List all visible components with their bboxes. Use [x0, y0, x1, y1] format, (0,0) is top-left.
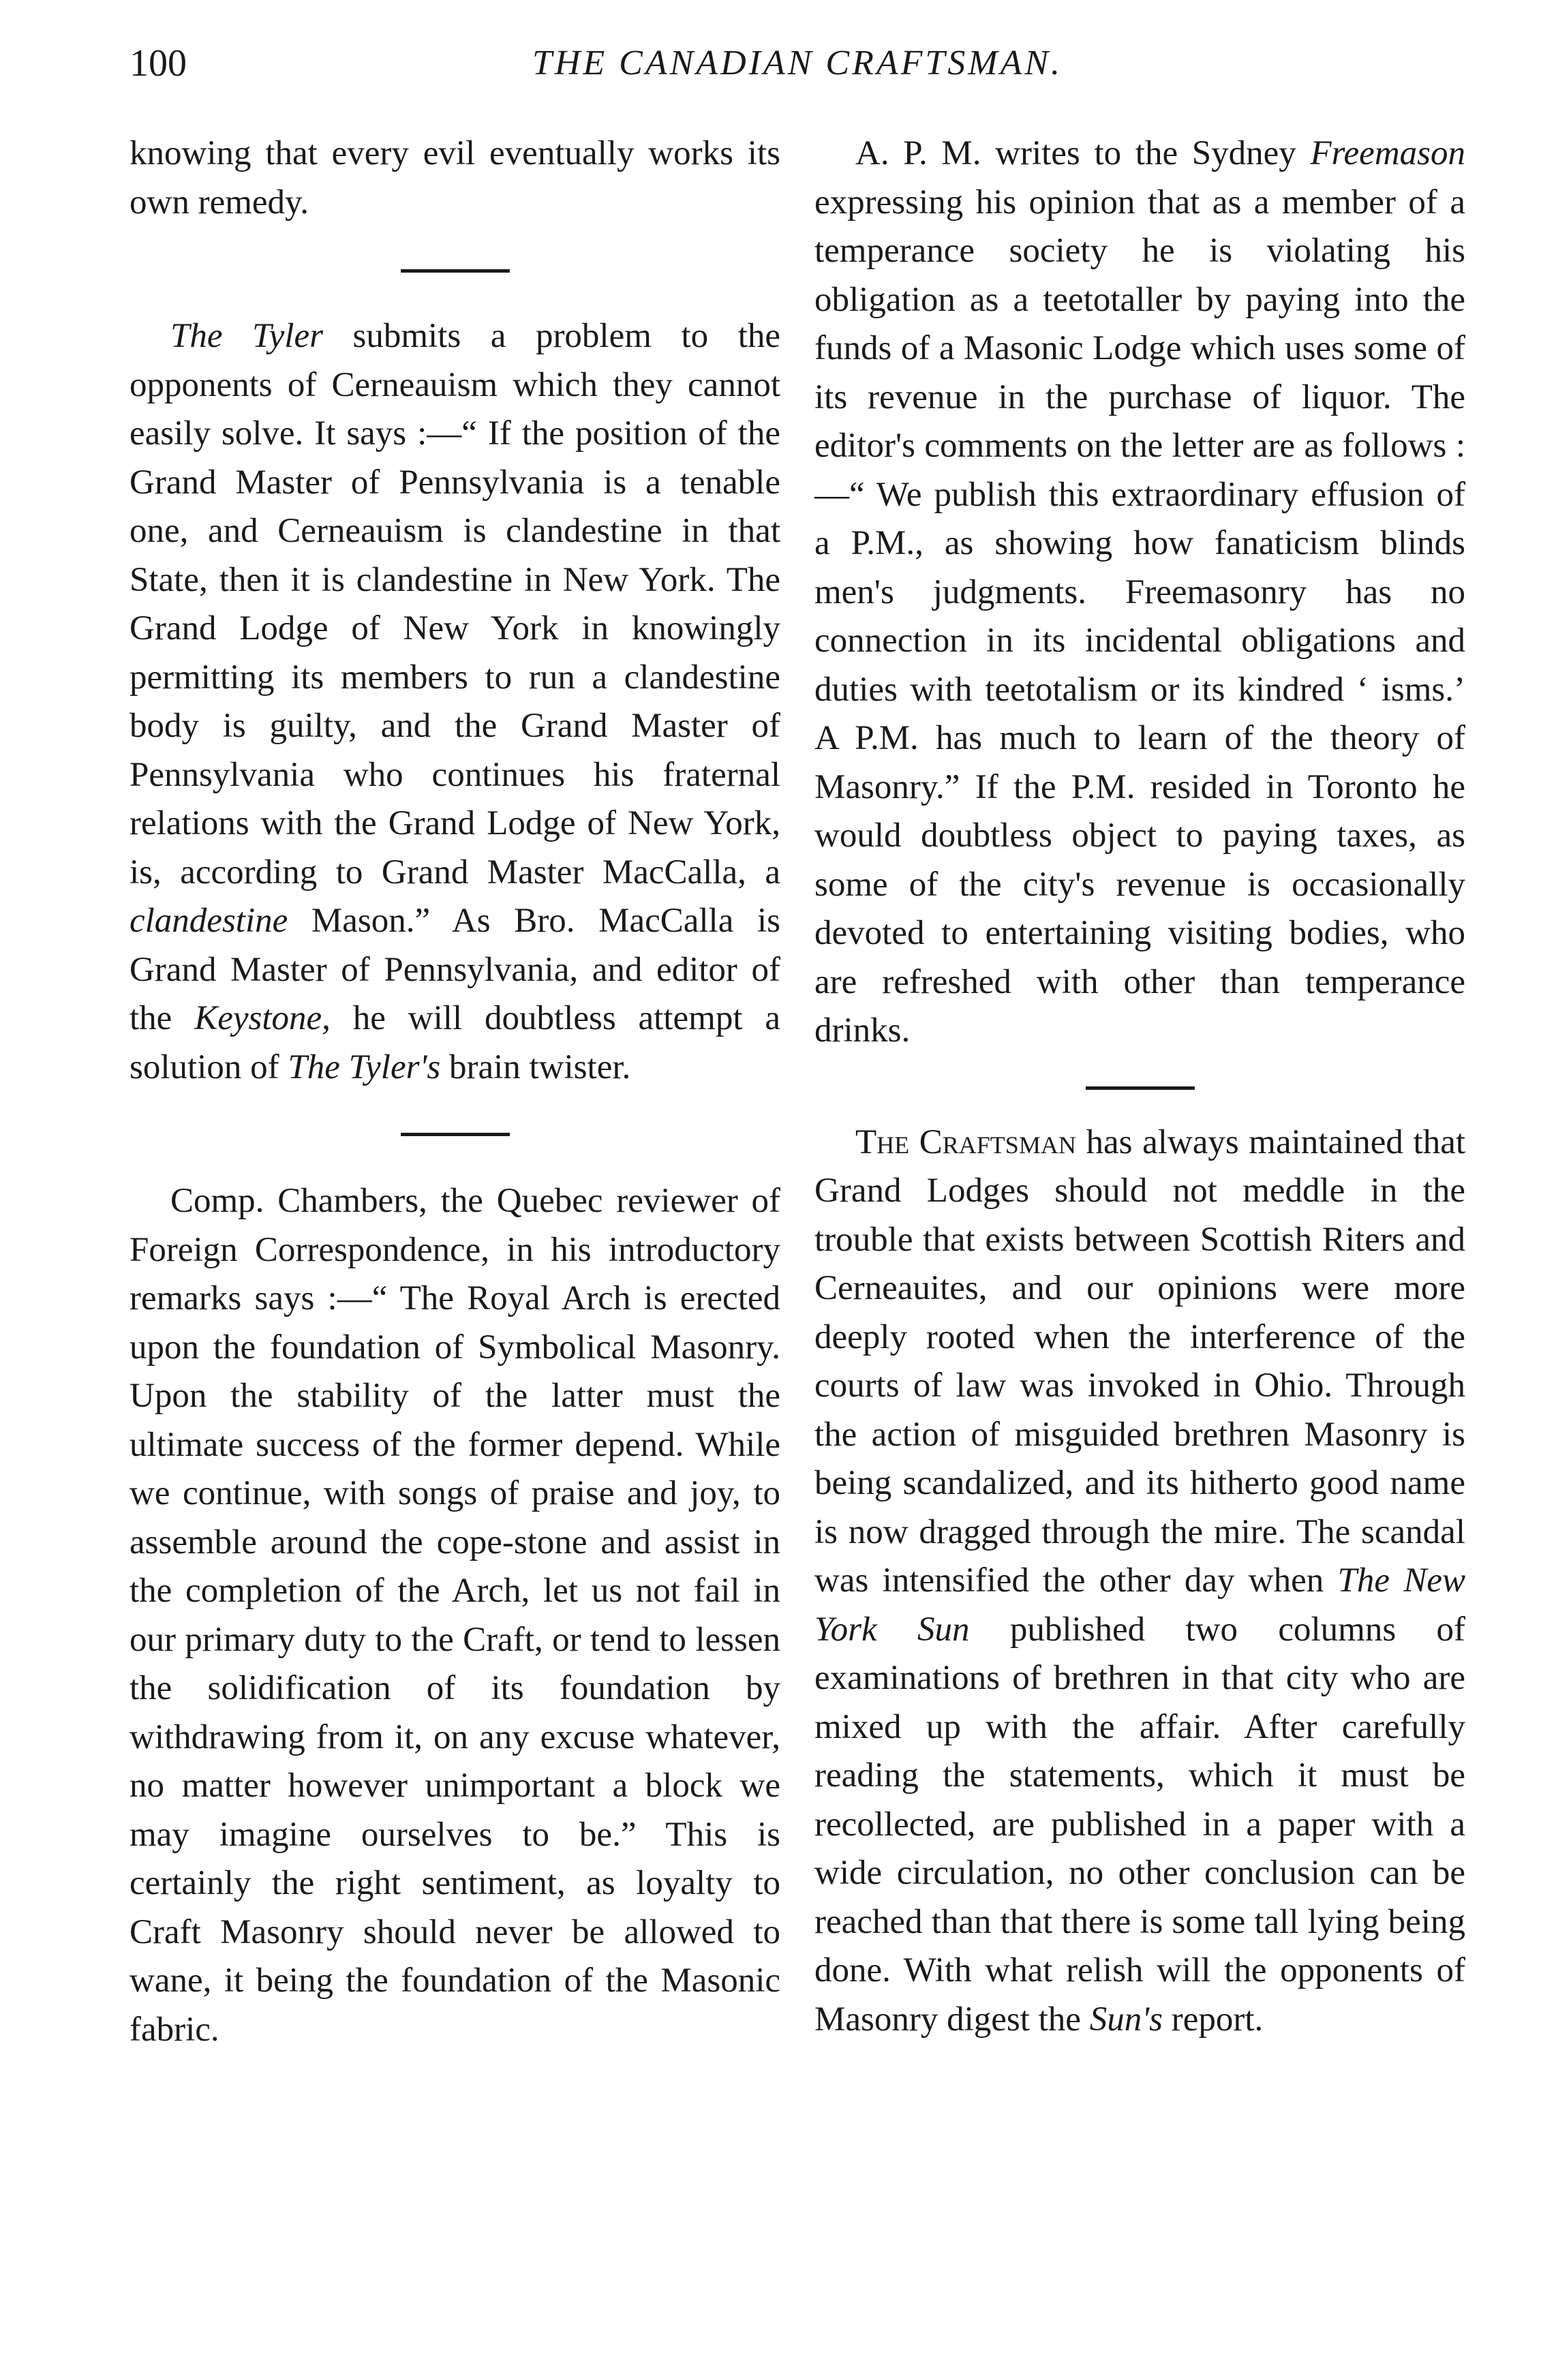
paragraph-text: brain twister. — [440, 1048, 631, 1086]
left-column — [129, 129, 780, 2054]
paragraph-text: submits a problem to the opponents of Cerneauism which they cannot easily solve. It says :—“ If the position of the Grand Master of Pennsylvania is a tenable one, and Cerneauism is clandestine in that State, then it is clandestine in New York. The Grand Lodge of New York in knowingly permitting its members to run a clandestine body is guilty, and the Grand Master of Pennsylvania who continues his fraternal relations with the Grand Lodge of New York, is, according to Grand Master MacCalla, a — [129, 317, 780, 891]
paragraph-text: Mason.” As Bro. MacCalla is Grand Master of Pennsylvania, and editor of the — [129, 902, 780, 1037]
publication-name: The Craftsman — [855, 1123, 1076, 1161]
paragraph-text: report. — [1162, 2000, 1264, 2039]
publication-title: Keystone, — [194, 999, 331, 1037]
paragraph-craftsman-opinion — [814, 1118, 1465, 2045]
paragraph-text: has always maintained that Grand Lodges should not meddle in the trouble that exists between Scottish Riters and Cerneauites, and our opinions were more deeply rooted when the interference of the courts of law was invoked in Ohio. Through the action of misguided brethren Masonry is being scandalized, and its hitherto good name is now dragged through the mire. The scandal was intensified the other day when — [814, 1123, 1465, 1600]
right-column — [814, 129, 1465, 2044]
running-header — [129, 33, 1465, 94]
publication-title: The Tyler's — [288, 1048, 441, 1086]
publication-title: The Tyler — [170, 317, 323, 355]
emphasis-text: clandestine — [129, 902, 288, 940]
publication-title: Freemason — [1310, 134, 1465, 172]
paragraph-temperance-letter — [814, 129, 1465, 1056]
paragraph-text: he will doubtless attempt a solution of — [129, 999, 780, 1086]
publication-title: Sun's — [1089, 2000, 1163, 2039]
paragraph-royal-arch: Comp. Chambers, the Quebec reviewer of Foreign Correspondence, in his introductory remarks says :—“ The Royal Arch is erected upon the foundation of Symbolical Masonry. Upon the stability of the latter must the ultimate success of the former depend. While we continue, with songs of praise and joy, to assemble around the cope-stone and assist in the completion of the Arch, let us not fail in our primary duty to the Craft, or tend to lessen the solidification of its foundation by withdrawing from it, on any excuse whatever, no matter however unimportant a block we may imagine ourselves to be.” This is certainly the right sentiment, as loyalty to Craft Masonry should never be allowed to wane, it being the foundation of the Masonic fabric. — [129, 1182, 780, 2049]
paragraph-text: A. P. M. writes to the Sydney — [855, 134, 1311, 172]
page-number: 100 — [129, 42, 187, 85]
running-title: THE CANADIAN CRAFTSMAN. — [532, 44, 1063, 82]
paragraph-evil-remedy: knowing that every evil eventually works its own remedy. — [129, 134, 780, 222]
publication-title: The New York Sun — [814, 1561, 1466, 1649]
paragraph-text: published two columns of examinations of brethren in that city who are mixed up with the affair. After carefully reading the statements, which it must be recollected, are published in a paper with a wide circulation, no other conclusion can be reached than that there is some tall lying being done. With what relish will the opponents of Masonry digest the — [814, 1610, 1465, 2039]
paragraph-text: expressing his opinion that as a member of a temperance society he is violating his obligation as a teetotaller by paying into the funds of a Masonic Lodge which uses some of its revenue in the purchase of liquor. The editor's comments on the letter are as follows : —“ We publish this extraordinary effusion of a P.M., as showing how fanaticism blinds men's judgments. Freemasonry has no connection in its incidental obligations and duties with teetotalism or its kindred ‘ isms.’ A P.M. has much to learn of the theory of Masonry.” If the P.M. resided in Toronto he would doubtless object to paying taxes, as some of the city's revenue is occasionally devoted to entertaining visiting bodies, who are refreshed with other than temperance drinks. — [814, 183, 1465, 1050]
paragraph-tyler-problem — [129, 312, 780, 1092]
